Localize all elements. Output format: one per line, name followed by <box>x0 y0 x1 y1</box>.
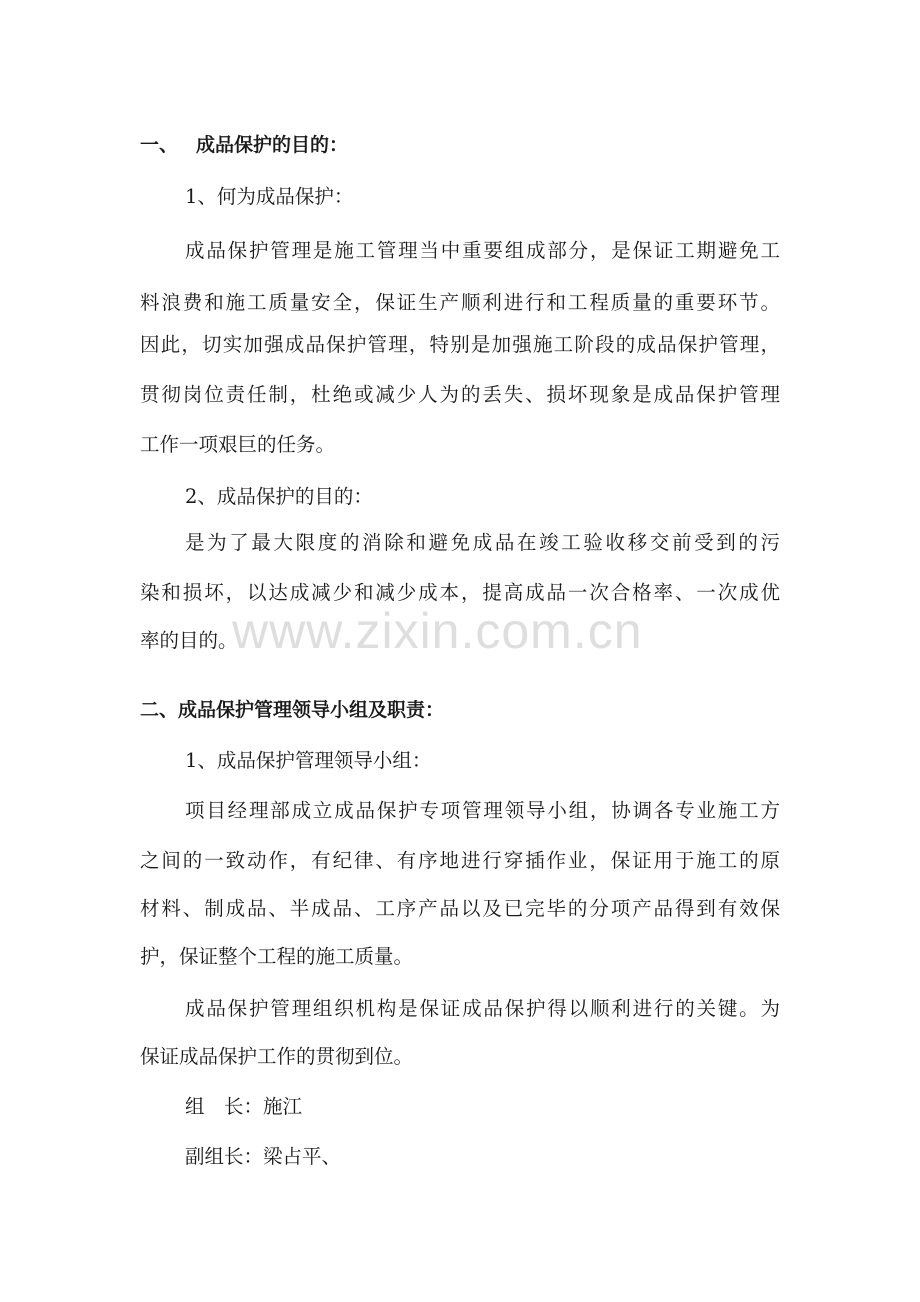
group-leader: 组 长：施江 <box>185 1095 303 1118</box>
watermark: www.zixin.com.cn <box>232 603 643 659</box>
paragraph-line: 染和损坏，以达成减少和减少成本，提高成品一次合格率、一次成优 <box>140 581 780 604</box>
paragraph-line: 率的目的。 <box>140 629 238 652</box>
paragraph-line: 料浪费和施工质量安全，保证生产顺利进行和工程质量的重要环节。 <box>140 291 780 314</box>
section-1-title: 成品保护的目的： <box>196 134 349 156</box>
section-2-heading: 二、成品保护管理领导小组及职责： <box>140 699 445 721</box>
deputy-leader: 副组长：梁占平、 <box>185 1145 342 1168</box>
section-1-number: 一、 <box>140 134 179 156</box>
paragraph-line: 护，保证整个工程的施工质量。 <box>140 945 414 968</box>
paragraph-line: 工作一项艰巨的任务。 <box>140 433 336 456</box>
paragraph-line: 保证成品保护工作的贯彻到位。 <box>140 1045 414 1068</box>
subsection-1-2-label: 2、成品保护的目的： <box>185 485 373 508</box>
paragraph-line: 之间的一致动作，有纪律、有序地进行穿插作业，保证用于施工的原 <box>140 849 780 872</box>
paragraph-line: 贯彻岗位责任制，杜绝或减少人为的丢失、损坏现象是成品保护管理 <box>140 383 780 406</box>
subsection-1-1-label: 1、何为成品保护： <box>185 185 354 208</box>
paragraph-line: 是为了最大限度的消除和避免成品在竣工验收移交前受到的污 <box>185 531 780 554</box>
paragraph-line: 成品保护管理组织机构是保证成品保护得以顺利进行的关键。为 <box>185 997 780 1020</box>
paragraph-line: 材料、制成品、半成品、工序产品以及已完毕的分项产品得到有效保 <box>140 897 780 920</box>
paragraph-line: 项目经理部成立成品保护专项管理领导小组，协调各专业施工方 <box>185 799 780 822</box>
paragraph-line: 因此，切实加强成品保护管理，特别是加强施工阶段的成品保护管理， <box>140 333 780 356</box>
subsection-2-1-label: 1、成品保护管理领导小组： <box>185 749 432 772</box>
paragraph-line: 成品保护管理是施工管理当中重要组成部分，是保证工期避免工 <box>185 239 780 262</box>
